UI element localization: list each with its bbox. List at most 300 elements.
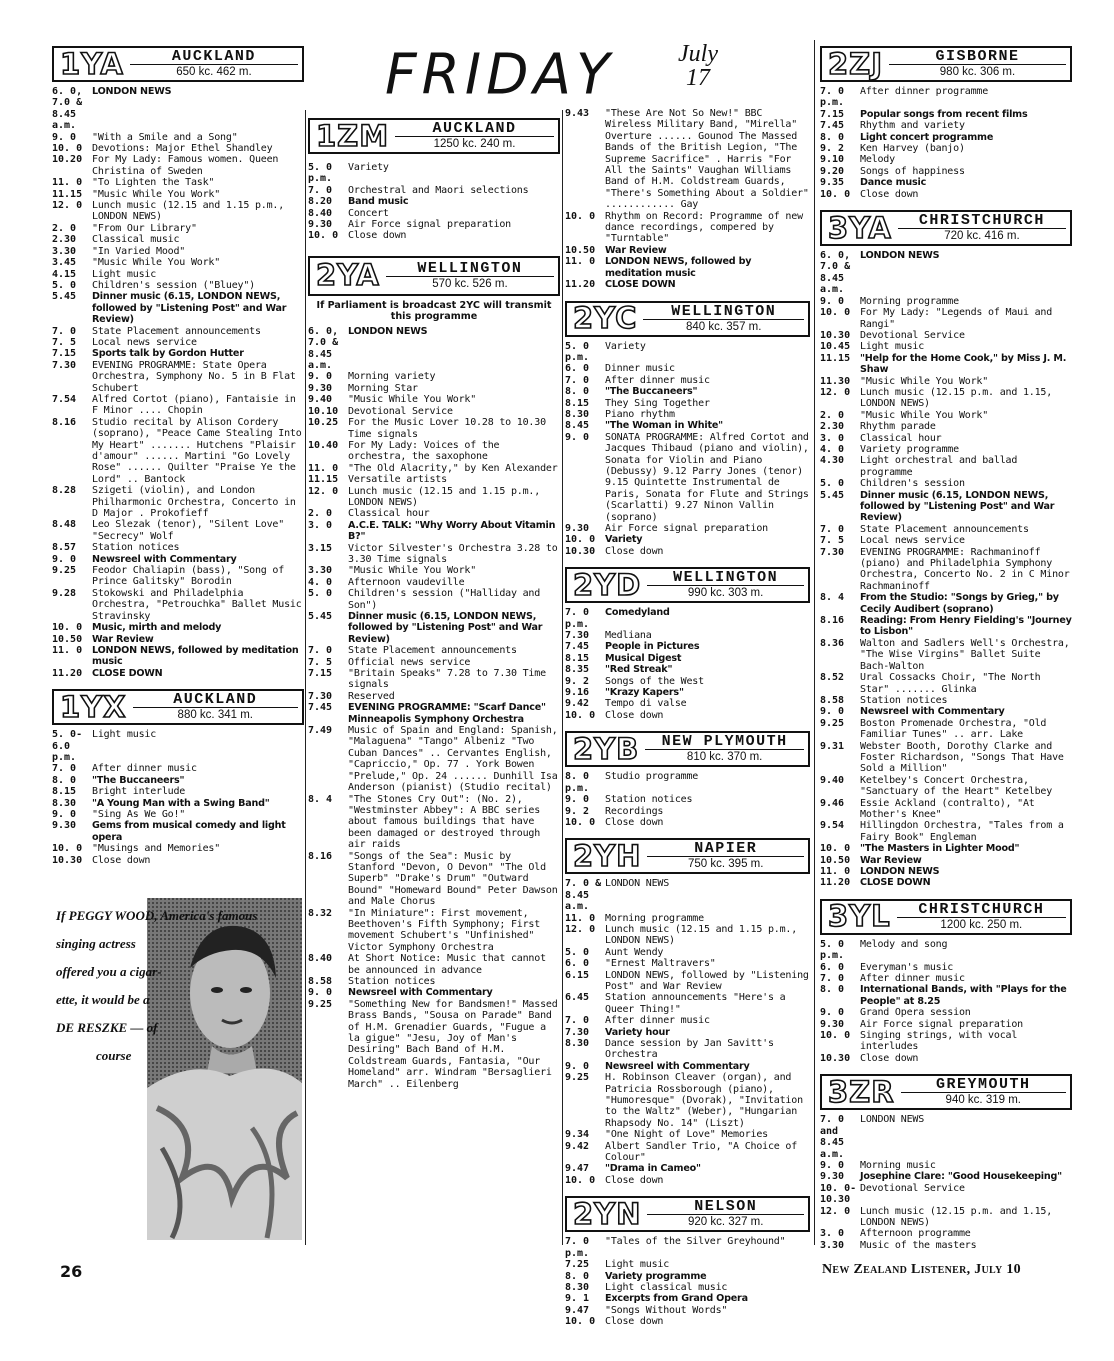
entry-programme-wrap [860, 877, 1072, 888]
entry-programme: Station notices [92, 542, 180, 554]
entry-programme: CLOSE DOWN [860, 877, 931, 889]
entry-time: 8.32 [308, 907, 333, 919]
entry-time: 8.15 [52, 786, 77, 798]
entry-programme: Classical hour [348, 508, 430, 520]
schedule-entry [52, 775, 304, 786]
entry-time: 9. 2 [565, 675, 590, 687]
entry-programme: Variety [605, 340, 646, 352]
schedule-entry [565, 1015, 810, 1026]
schedule-entry [52, 394, 304, 417]
station-logo: 3ZR [828, 1074, 895, 1109]
ad-line: If PEGGY WOOD, America's famous [56, 908, 258, 923]
entry-time: 7.15 [820, 108, 845, 120]
schedule-entry [565, 1163, 810, 1174]
entry-time: 8.30 [565, 1281, 590, 1293]
station-info [647, 1198, 808, 1230]
station-frequency: 810 kc. 370 m. [686, 751, 763, 764]
entry-time: 11.20 [820, 877, 851, 889]
entry-time: 7.45 [820, 120, 845, 132]
entry-time: 11. 0 [820, 866, 851, 877]
entry-time: 7. 0 [565, 1015, 590, 1027]
schedule-entry [565, 630, 810, 641]
entry-programme: EVENING PROGRAMME: "Scarf Dance" Minneapolis Symphony Orchestra [348, 702, 546, 725]
entry-time: 10.50 [565, 244, 596, 256]
entry-programme: "Sing As We Go!" [92, 808, 186, 820]
entry-time: 9. 0 [308, 987, 333, 999]
entry-programme: Ketelbey's Concert Orchestra, "Sanctuary of the Heart" Ketelbey [860, 774, 1053, 798]
entry-programme: Dinner music (6.15, LONDON NEWS, followed by "Listening Post" and War Review) [92, 291, 287, 326]
station-city: NAPIER [647, 841, 804, 857]
schedule-entry [565, 698, 810, 709]
schedule-entry [820, 1053, 1072, 1064]
entry-programme: Reserved [348, 690, 395, 702]
entry-programme: Alfred Cortot (piano), Fantaisie in F Minor .... Chopin [92, 393, 296, 417]
schedule-entry [308, 908, 560, 954]
entry-programme: Band music [348, 196, 409, 208]
entry-time: 8.16 [52, 416, 77, 428]
entry-programme: Devotional Service [348, 405, 453, 417]
day-number: 17 [685, 65, 710, 91]
entry-programme-wrap [605, 687, 810, 698]
entry-time: 9. 2 [820, 143, 845, 155]
schedule-entry [820, 939, 1072, 962]
entry-time: 6. 0 [565, 363, 590, 375]
schedule-entry [820, 877, 1072, 888]
schedule-entry [308, 851, 560, 908]
schedule-entry [565, 771, 810, 794]
station-frequency: 1200 kc. 250 m. [940, 918, 1023, 931]
schedule-entry [565, 794, 810, 805]
column-rule [814, 40, 815, 1245]
schedule-entry [565, 341, 810, 364]
schedule-entry [308, 520, 560, 543]
entry-time: 5.45 [52, 291, 77, 303]
entry-programme: LONDON NEWS, followed by meditation music [605, 256, 752, 279]
schedule-entry [565, 534, 810, 545]
entry-programme: "Musings and Memories" [92, 843, 221, 855]
station-logo: 1YA [60, 46, 124, 81]
schedule-entry [52, 86, 304, 132]
schedule-3ya [820, 250, 1072, 889]
schedule-entry [308, 976, 560, 987]
entry-programme-wrap [605, 1293, 810, 1304]
station-frequency: 720 kc. 416 m. [944, 230, 1020, 243]
entry-time: 8.30 [52, 797, 77, 809]
entry-programme: For the Music Lover 10.28 to 10.30 Time signals [348, 417, 546, 440]
entry-time: 9.34 [565, 1129, 590, 1141]
entry-programme: Musical Digest [605, 652, 682, 664]
entry-programme: Tempo di valse [605, 698, 687, 710]
entry-time: 8. 0 [52, 774, 77, 786]
entry-time: 2. 0 [52, 222, 77, 234]
schedule-entry [52, 257, 304, 268]
entry-time: 8.40 [308, 207, 333, 219]
entry-time: 3. 0 [820, 432, 845, 444]
entry-programme: Light concert programme [860, 131, 994, 143]
entry-time: 7.30 [308, 690, 333, 702]
schedule-entry [308, 383, 560, 394]
entry-time: 7.15 [52, 348, 77, 360]
schedule-entry [565, 1141, 810, 1164]
entry-programme-wrap [605, 256, 810, 279]
schedule-entry [52, 360, 304, 394]
station-logo: 2YN [573, 1196, 642, 1231]
day-title: FRIDAY [385, 41, 615, 107]
entry-programme: Children's session [860, 478, 965, 490]
station-logo: 2YB [573, 731, 640, 766]
schedule-entry [820, 866, 1072, 877]
station-frequency: 920 kc. 327 m. [688, 1216, 764, 1229]
column-2 [308, 112, 560, 1090]
station-frequency: 840 kc. 357 m. [686, 320, 762, 333]
entry-programme: Station notices [605, 794, 693, 806]
station-city: AUCKLAND [133, 692, 298, 708]
schedule-entry [565, 1038, 810, 1061]
station-header-2yn [565, 1196, 810, 1232]
entry-programme-wrap [605, 653, 810, 664]
entry-programme: Morning programme [605, 912, 704, 924]
entry-programme-wrap [605, 1163, 810, 1174]
entry-time: 8. 4 [308, 793, 333, 805]
schedule-entry [820, 535, 1072, 546]
entry-programme: Morning variety [348, 371, 436, 383]
schedule-entry [308, 588, 560, 611]
entry-programme: Variety hour [605, 1026, 670, 1038]
entry-programme: EVENING PROGRAMME: Rachmaninoff (piano) and Philadelphia Symphony Orchestra, Concerto No. 2 in C Minor Rachmaninoff [860, 546, 1070, 592]
schedule-entry [565, 992, 810, 1015]
schedule-entry [308, 219, 560, 230]
station-header-2yb [565, 731, 810, 767]
entry-time: 10. 0 [820, 843, 851, 855]
entry-time: 10. 0 [565, 1174, 596, 1186]
entry-programme-wrap [860, 866, 1072, 877]
entry-programme: Boston Promenade Orchestra, "Old Familiar Tunes" .. arr. Lake [860, 717, 1047, 741]
schedule-entry [565, 1129, 810, 1140]
entry-programme-wrap [92, 554, 304, 565]
entry-time: 5. 0 [52, 279, 77, 291]
entry-time: 9. 0 [565, 794, 590, 806]
entry-programme: "Music While You Work" [92, 188, 221, 200]
schedule-entry [52, 143, 304, 154]
entry-programme: "The Masters in Lighter Mood" [860, 843, 1020, 855]
schedule-entry [565, 924, 810, 947]
station-header-2ya [308, 256, 560, 296]
schedule-2zj [820, 86, 1072, 200]
entry-programme: "With a Smile and a Song" [92, 131, 238, 143]
entry-time: 9. 1 [565, 1293, 590, 1305]
schedule-entry [820, 1007, 1072, 1018]
schedule-entry [308, 185, 560, 196]
schedule-entry [820, 109, 1072, 120]
entry-time: 7.15 [308, 668, 333, 680]
entry-time: 9. 0 [52, 553, 77, 565]
entry-programme: Dinner music (6.15, LONDON NEWS, followed by "Listening Post" and War Review) [860, 489, 1055, 524]
entry-time: 10.40 [308, 439, 339, 451]
schedule-entry [820, 296, 1072, 307]
month-label: July [678, 41, 718, 67]
entry-time: 7.25 [565, 1259, 590, 1271]
entry-programme: Newsreel with Commentary [605, 1060, 750, 1072]
entry-time: 10.45 [820, 341, 851, 353]
entry-programme: Light music [92, 268, 157, 280]
entry-time: 3.30 [820, 1239, 845, 1251]
entry-time: 3.45 [52, 257, 77, 269]
entry-time: 8.58 [308, 976, 333, 987]
entry-programme-wrap [605, 386, 810, 397]
entry-programme: LONDON NEWS, followed by meditation music [92, 644, 299, 668]
entry-programme: Rhythm and variety [860, 120, 965, 132]
entry-programme: Close down [348, 230, 407, 242]
entry-time: 9.35 [820, 177, 845, 189]
entry-time: 11. 0 [52, 177, 83, 189]
entry-time: 8. 0 [565, 386, 590, 398]
schedule-entry [565, 1061, 810, 1072]
schedule-2ya [308, 326, 560, 1090]
schedule-entry [52, 634, 304, 645]
entry-programme: Rhythm parade [860, 421, 936, 433]
entry-programme-wrap [92, 622, 304, 633]
schedule-entry [52, 588, 304, 622]
entry-programme-wrap [860, 706, 1072, 717]
entry-time: 4. 0 [820, 443, 845, 455]
entry-time: 12. 0 [565, 923, 596, 935]
schedule-entry [565, 1259, 810, 1270]
entry-time: 10.50 [52, 633, 83, 645]
entry-time: 9.30 [820, 1171, 845, 1183]
entry-programme: Children's session ("Bluey") [92, 279, 255, 291]
entry-programme: After dinner music [860, 973, 965, 985]
entry-programme: Recordings [605, 805, 664, 817]
schedule-entry [820, 615, 1072, 638]
schedule-entry [820, 1171, 1072, 1182]
entry-time: 9.10 [820, 154, 845, 166]
entry-time: 7. 0 [308, 184, 333, 196]
entry-programme: "In Varied Mood" [92, 245, 186, 257]
schedule-entry [308, 611, 560, 645]
entry-programme: Local news service [92, 336, 197, 348]
schedule-entry [52, 855, 304, 866]
schedule-entry [52, 280, 304, 291]
schedule-entry [52, 132, 304, 143]
entry-time: 7.30 [565, 630, 590, 642]
schedule-entry [308, 440, 560, 463]
schedule-entry [820, 341, 1072, 352]
entry-time: 6.15 [565, 969, 590, 981]
entry-programme: Light music [860, 341, 925, 353]
schedule-entry [820, 421, 1072, 432]
schedule-entry [308, 691, 560, 702]
schedule-entry [820, 695, 1072, 706]
entry-programme-wrap [605, 664, 810, 675]
schedule-entry [565, 947, 810, 958]
entry-programme-wrap [605, 245, 810, 256]
entry-programme: Station announcements "Here's a Queer Thing!" [605, 992, 786, 1015]
entry-programme-wrap [92, 634, 304, 645]
entry-time: 9.42 [565, 698, 590, 710]
station-frequency: 980 kc. 306 m. [939, 66, 1016, 78]
entry-time: 2. 0 [820, 409, 845, 421]
entry-time: 5.45 [820, 489, 845, 501]
entry-time: 9.16 [565, 687, 590, 699]
entry-programme-wrap [605, 420, 810, 431]
schedule-entry [820, 1183, 1072, 1206]
entry-programme: "Music While You Work" [348, 565, 477, 577]
schedule-entry [308, 406, 560, 417]
entry-time: 5. 0 p.m. [820, 938, 845, 962]
schedule-entry [565, 420, 810, 431]
entry-time: 10. 0-10.30 [820, 1182, 857, 1206]
column-rule [305, 110, 306, 1245]
entry-time: 9. 0 [565, 431, 590, 443]
entry-programme-wrap [92, 645, 304, 668]
entry-programme: LONDON NEWS [860, 866, 940, 877]
schedule-3yl [820, 939, 1072, 1064]
schedule-entry [565, 256, 810, 279]
station-info [643, 303, 808, 335]
schedule-entry [308, 794, 560, 851]
station-frequency: 990 kc. 303 m. [687, 587, 764, 600]
entry-programme: Sports talk by Gordon Hutter [92, 348, 244, 360]
entry-programme: "Music While You Work" [860, 409, 989, 421]
entry-programme: Everyman's music [860, 961, 954, 973]
schedule-entry [565, 1072, 810, 1129]
entry-time: 4.30 [820, 455, 845, 467]
entry-programme: "From Our Library" [92, 222, 197, 234]
entry-time: 5. 0-6.0 p.m. [52, 729, 83, 763]
schedule-entry [820, 455, 1072, 478]
entry-time: 9. 0 [565, 1060, 590, 1072]
schedule-entry [52, 542, 304, 553]
entry-programme: "One Night of Love" Memories [605, 1129, 768, 1141]
entry-time: 3.30 [52, 245, 77, 257]
station-info [898, 212, 1070, 244]
schedule-entry [565, 1305, 810, 1316]
schedule-entry [820, 250, 1072, 296]
entry-time: 8.16 [820, 615, 845, 627]
schedule-entry [308, 508, 560, 519]
entry-time: 6. 0 [820, 961, 845, 973]
schedule-entry [565, 806, 810, 817]
entry-time: 9.25 [52, 565, 77, 577]
station-logo: 2YD [573, 567, 642, 602]
entry-time: 9.20 [820, 165, 845, 177]
entry-time: 5. 0 [820, 478, 845, 490]
ad-line: course [96, 1048, 132, 1063]
station-header-1zm [308, 118, 560, 154]
entry-programme: "Music While You Work" [860, 375, 989, 387]
entry-programme: Devotions: Major Ethel Shandley [92, 143, 273, 155]
entry-programme: Singing strings, with vocal interludes [860, 1030, 1018, 1053]
entry-programme: Feodor Chaliapin (bass), "Song of Prince Galitsky" Borodin [92, 565, 285, 588]
entry-programme: EVENING PROGRAMME: State Opera Orchestra, Symphony No. 5 in B Flat Schubert [92, 359, 296, 394]
entry-programme: H. Robinson Cleaver (organ), and Patricia Rossborough (piano), "Humoresque" (Dvorak), "Invitation to the Waltz" (Weber), "Hungarian Rhapsody No. 14" (Liszt) [605, 1072, 803, 1129]
entry-programme: Medliana [605, 630, 652, 642]
schedule-entry [820, 1206, 1072, 1229]
entry-time: 9. 0 [820, 1007, 845, 1019]
schedule-entry [820, 353, 1072, 376]
entry-programme: After dinner programme [860, 86, 989, 97]
entry-programme-wrap [92, 775, 304, 786]
entry-time: 11.15 [308, 474, 339, 486]
schedule-entry [52, 668, 304, 679]
entry-time: 5. 0 [565, 946, 590, 958]
entry-time: 8.40 [308, 953, 333, 965]
entry-programme-wrap [860, 177, 1072, 188]
station-logo: 1ZM [316, 118, 390, 153]
entry-programme: CLOSE DOWN [92, 667, 163, 679]
entry-programme-wrap [348, 196, 560, 207]
entry-time: 7.45 [308, 702, 333, 714]
entry-programme: Close down [605, 1316, 664, 1328]
entry-programme: State Placement announcements [860, 523, 1029, 535]
entry-programme: Dance music [860, 177, 927, 189]
schedule-entry [565, 878, 810, 912]
schedule-entry [565, 1316, 810, 1327]
schedule-entry [52, 622, 304, 633]
entry-programme: Light music [605, 1259, 670, 1271]
station-logo: 1YX [60, 689, 127, 724]
schedule-entry [565, 653, 810, 664]
entry-time: 7. 0 p.m. [820, 86, 845, 109]
schedule-entry [820, 166, 1072, 177]
station-header-3zr [820, 1074, 1072, 1110]
entry-time: 7. 0 [820, 523, 845, 535]
entry-programme: Essie Ackland (contralto), "At Mother's Knee" [860, 797, 1035, 820]
entry-programme-wrap [348, 987, 560, 998]
schedule-entry [565, 245, 810, 256]
entry-time: 8. 0 [820, 131, 845, 143]
schedule-entry [820, 478, 1072, 489]
schedule-2yd [565, 607, 810, 721]
schedule-1ya [52, 86, 304, 679]
entry-time: 10.10 [308, 405, 339, 417]
entry-programme: "Red Streak" [605, 664, 673, 676]
schedule-entry [820, 820, 1072, 843]
entry-time: 12. 0 [820, 386, 851, 398]
entry-time: 7. 5 [820, 535, 845, 547]
entry-time: 9.43 [565, 108, 590, 119]
entry-programme: Studio recital by Alison Cordery (soprano), "Peace Came Stealing Into My Heart" ....... Hutchens "Plaisir d'amour" ...... Martini "Go Lovely Rose" ...... Quilter "Praise Ye the Lord" .. Bantock [92, 416, 302, 485]
entry-time: 6.45 [565, 992, 590, 1004]
column-rule [562, 110, 563, 1245]
entry-time: 9. 2 [565, 805, 590, 817]
station-city: NELSON [647, 1199, 804, 1215]
entry-programme: Air Force signal preparation [348, 219, 511, 231]
entry-time: 9.30 [308, 219, 333, 231]
station-frequency: 1250 kc. 240 m. [433, 138, 516, 150]
entry-time: 11. 0 [565, 256, 596, 268]
schedule-entry [820, 1228, 1072, 1239]
entry-time: 9. 0 [52, 131, 77, 143]
entry-time: 7. 0 [308, 645, 333, 657]
entry-programme-wrap [860, 132, 1072, 143]
entry-programme: Stokowski and Philadelphia Orchestra, "Petrouchka" Ballet Music Stravinsky [92, 587, 302, 622]
schedule-entry [52, 798, 304, 809]
schedule-entry [52, 843, 304, 854]
entry-programme: Rhythm on Record: Programme of new dance recordings, compered by "Turntable" [605, 210, 803, 245]
entry-programme: Variety programme [605, 1270, 707, 1282]
station-info [647, 569, 808, 601]
schedule-entry [52, 348, 304, 359]
schedule-entry [52, 519, 304, 542]
entry-time: 10. 0 [820, 1030, 851, 1042]
entry-time: 2. 0 [308, 508, 333, 520]
entry-programme: War Review [92, 633, 154, 645]
schedule-1yx [52, 729, 304, 866]
schedule-entry [820, 410, 1072, 421]
ad-copy [56, 902, 258, 1070]
schedule-entry [820, 444, 1072, 455]
